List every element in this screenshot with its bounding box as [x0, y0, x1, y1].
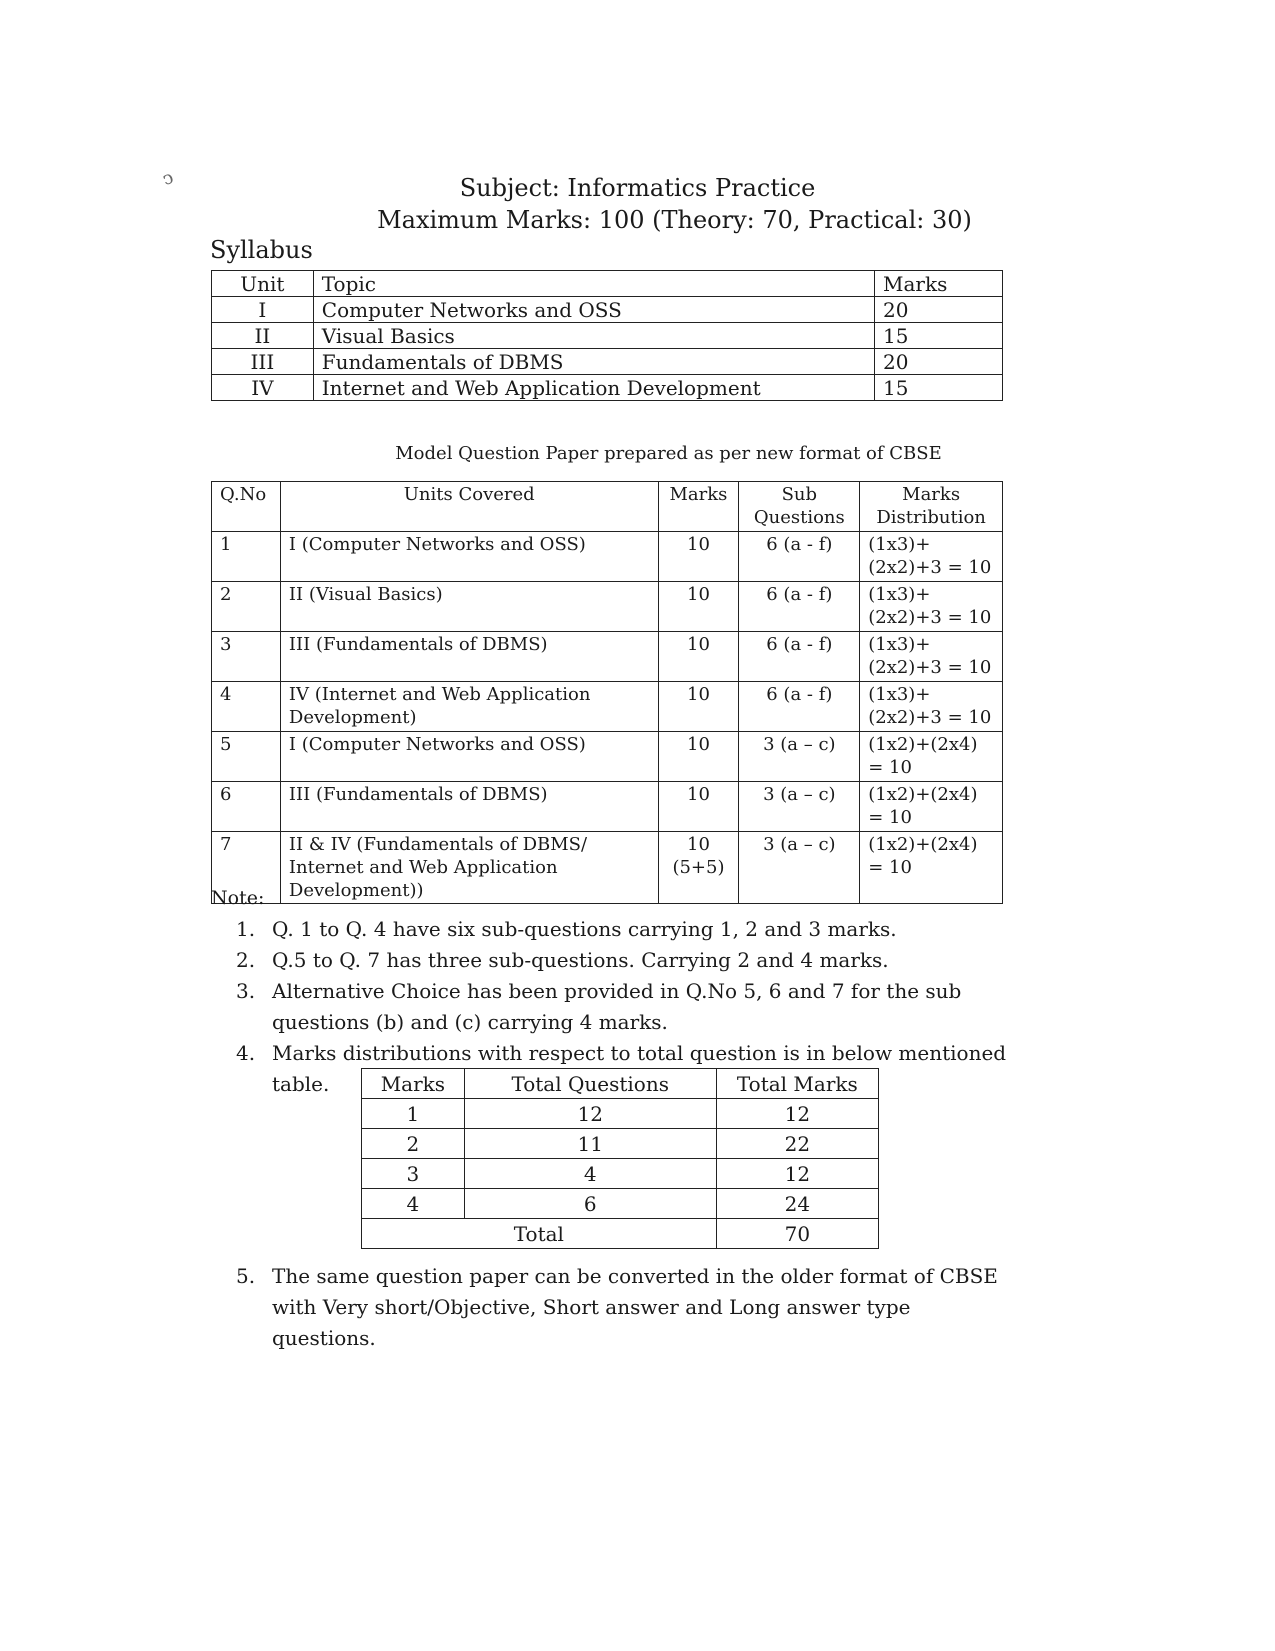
table-row — [212, 832, 1003, 904]
qno-cell: 4 — [212, 682, 281, 732]
distribution-cell: (1x3)+(2x2)+3 = 10 — [860, 532, 1003, 582]
syllabus-table — [211, 270, 1003, 401]
topic-cell: Internet and Web Application Development — [313, 375, 874, 401]
qno-cell: 3 — [212, 632, 281, 682]
marks-cell: 10 — [658, 782, 739, 832]
distribution-cell: (1x2)+(2x4) = 10 — [860, 732, 1003, 782]
table-row — [212, 632, 1003, 682]
questions-cell: 12 — [464, 1099, 716, 1129]
topic-cell: Visual Basics — [313, 323, 874, 349]
col-header-total-questions: Total Questions — [464, 1069, 716, 1099]
list-item-text: Alternative Choice has been provided in Q.No 5, 6 and 7 for the sub questions (b) and (c) carrying 4 marks. — [272, 979, 962, 1034]
note-label: Note: — [211, 887, 265, 909]
units-cell: III (Fundamentals of DBMS) — [280, 782, 658, 832]
table-row — [212, 582, 1003, 632]
syllabus-header-row — [212, 271, 1003, 297]
marks-cell: 20 — [875, 297, 1003, 323]
list-item-text: Q. 1 to Q. 4 have six sub-questions carrying 1, 2 and 3 marks. — [272, 917, 897, 941]
table-row — [212, 782, 1003, 832]
table-row — [212, 297, 1003, 323]
unit-cell: IV — [212, 375, 314, 401]
total-cell: 22 — [716, 1129, 878, 1159]
units-cell: III (Fundamentals of DBMS) — [280, 632, 658, 682]
max-marks-title — [0, 206, 1275, 234]
table-row — [212, 532, 1003, 582]
table-row — [362, 1159, 879, 1189]
marks-cell: 10 — [658, 632, 739, 682]
distribution-cell: (1x2)+(2x4) = 10 — [860, 782, 1003, 832]
units-cell: II & IV (Fundamentals of DBMS/ Internet and Web Application Development)) — [280, 832, 658, 904]
col-header-marks: Marks — [875, 271, 1003, 297]
topic-cell: Computer Networks and OSS — [313, 297, 874, 323]
distribution-cell: (1x3)+(2x2)+3 = 10 — [860, 682, 1003, 732]
list-item-number: 3. — [236, 979, 256, 1003]
total-cell: 12 — [716, 1159, 878, 1189]
subject-title: Subject: Informatics Practice — [459, 174, 816, 202]
marks-cell: 15 — [875, 323, 1003, 349]
distribution-cell: (1x2)+(2x4) = 10 — [860, 832, 1003, 904]
distribution-cell: (1x3)+(2x2)+3 = 10 — [860, 582, 1003, 632]
col-header-unit: Unit — [212, 271, 314, 297]
marks-cell: 1 — [362, 1099, 465, 1129]
col-header-total-marks: Total Marks — [716, 1069, 878, 1099]
unit-cell: II — [212, 323, 314, 349]
questions-cell: 4 — [464, 1159, 716, 1189]
units-cell: II (Visual Basics) — [280, 582, 658, 632]
col-header-marks: Marks — [362, 1069, 465, 1099]
list-item — [236, 976, 1016, 1038]
list-item-text: The same question paper can be converted in the older format of CBSE with Very short/Objective, Short answer and Long answer type questions. — [272, 1264, 998, 1350]
qno-cell: 7 — [212, 832, 281, 904]
col-header-marks-distribution: Marks Distribution — [860, 482, 1003, 532]
marks-cell: 4 — [362, 1189, 465, 1219]
topic-cell: Fundamentals of DBMS — [313, 349, 874, 375]
total-row — [362, 1219, 879, 1249]
sub-questions-cell: 6 (a - f) — [739, 632, 860, 682]
unit-cell: I — [212, 297, 314, 323]
list-item-number: 2. — [236, 948, 256, 972]
syllabus-heading: Syllabus — [210, 236, 313, 264]
marks-cell: 10 — [658, 732, 739, 782]
total-value: 70 — [716, 1219, 878, 1249]
table-row — [212, 323, 1003, 349]
sub-questions-cell: 3 (a – c) — [739, 732, 860, 782]
total-cell: 24 — [716, 1189, 878, 1219]
question-paper-table — [211, 481, 1003, 904]
question-paper-header-row — [212, 482, 1003, 532]
list-item — [236, 914, 1016, 945]
list-item — [236, 945, 1016, 976]
marks-distribution-table — [361, 1068, 879, 1249]
marks-cell: 3 — [362, 1159, 465, 1189]
table-row — [212, 349, 1003, 375]
marks-cell: 20 — [875, 349, 1003, 375]
list-item-number: 5. — [236, 1264, 256, 1288]
table-row — [362, 1189, 879, 1219]
col-header-topic: Topic — [313, 271, 874, 297]
sub-questions-cell: 6 (a - f) — [739, 582, 860, 632]
marks-cell: 10 (5+5) — [658, 832, 739, 904]
list-item — [236, 1261, 1016, 1354]
sub-questions-cell: 6 (a - f) — [739, 532, 860, 582]
table-row — [212, 682, 1003, 732]
col-header-marks: Marks — [658, 482, 739, 532]
scan-mark: ↄ — [159, 166, 177, 191]
list-item-number: 1. — [236, 917, 256, 941]
marks-cell: 2 — [362, 1129, 465, 1159]
marks-cell: 10 — [658, 582, 739, 632]
unit-cell: III — [212, 349, 314, 375]
marks-cell: 10 — [658, 682, 739, 732]
qno-cell: 6 — [212, 782, 281, 832]
units-cell: IV (Internet and Web Application Development) — [280, 682, 658, 732]
marks-distribution-header-row — [362, 1069, 879, 1099]
sub-questions-cell: 3 (a – c) — [739, 832, 860, 904]
col-header-units: Units Covered — [280, 482, 658, 532]
model-paper-title-text: Model Question Paper prepared as per new format of CBSE — [395, 443, 942, 464]
marks-cell: 15 — [875, 375, 1003, 401]
table-row — [212, 375, 1003, 401]
qno-cell: 5 — [212, 732, 281, 782]
distribution-cell: (1x3)+(2x2)+3 = 10 — [860, 632, 1003, 682]
table-row — [212, 732, 1003, 782]
questions-cell: 11 — [464, 1129, 716, 1159]
table-row — [362, 1099, 879, 1129]
qno-cell: 2 — [212, 582, 281, 632]
units-cell: I (Computer Networks and OSS) — [280, 732, 658, 782]
col-header-qno: Q.No — [212, 482, 281, 532]
qno-cell: 1 — [212, 532, 281, 582]
table-row — [362, 1129, 879, 1159]
units-cell: I (Computer Networks and OSS) — [280, 532, 658, 582]
marks-cell: 10 — [658, 532, 739, 582]
total-cell: 12 — [716, 1099, 878, 1129]
model-paper-title — [0, 443, 1275, 464]
list-item-number: 4. — [236, 1041, 256, 1065]
sub-questions-cell: 3 (a – c) — [739, 782, 860, 832]
list-item-text: Q.5 to Q. 7 has three sub-questions. Carrying 2 and 4 marks. — [272, 948, 889, 972]
questions-cell: 6 — [464, 1189, 716, 1219]
notes-list-continued — [236, 1261, 1016, 1354]
total-label: Total — [362, 1219, 717, 1249]
max-marks-text: Maximum Marks: 100 (Theory: 70, Practical: 30) — [377, 206, 972, 234]
list-item-text: Marks distributions with respect to total question is in below mentioned table. — [272, 1041, 1007, 1096]
sub-questions-cell: 6 (a - f) — [739, 682, 860, 732]
col-header-sub-questions: Sub Questions — [739, 482, 860, 532]
